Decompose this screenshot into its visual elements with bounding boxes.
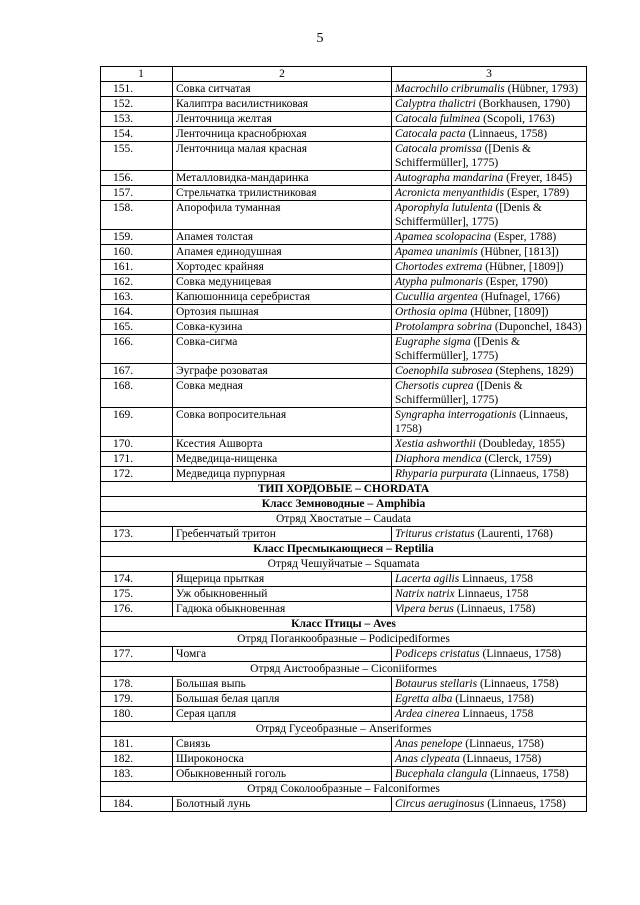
species-scientific-name (392, 437, 587, 452)
species-number: 179. (101, 692, 173, 707)
species-row (101, 707, 587, 722)
species-russian-name: Медведица пурпурная (173, 467, 392, 482)
latin-binomial: Rhyparia purpurata (395, 468, 488, 480)
species-scientific-name (392, 379, 587, 408)
taxon-author: Linnaeus, 1758 (454, 588, 529, 600)
species-russian-name: Эуграфе розоватая (173, 364, 392, 379)
taxon-order-heading: Отряд Аистообразные – Ciconiiformes (101, 662, 587, 677)
taxon-author: (Linnaeus, 1758) (395, 409, 569, 435)
species-russian-name: Большая белая цапля (173, 692, 392, 707)
species-russian-name: Ленточница желтая (173, 112, 392, 127)
species-scientific-name (392, 260, 587, 275)
latin-binomial: Triturus cristatus (395, 528, 475, 540)
species-row (101, 677, 587, 692)
species-row (101, 587, 587, 602)
species-row (101, 112, 587, 127)
taxon-order-heading: Отряд Гусеобразные – Anseriformes (101, 722, 587, 737)
latin-binomial: Natrix natrix (395, 588, 455, 600)
taxon-author: (Scopoli, 1763) (480, 113, 555, 125)
species-scientific-name (392, 692, 587, 707)
species-scientific-name (392, 752, 587, 767)
latin-binomial: Macrochilo cribrumalis (395, 83, 505, 95)
taxon-section-row (101, 617, 587, 632)
species-number: 167. (101, 364, 173, 379)
species-number: 177. (101, 647, 173, 662)
species-scientific-name (392, 201, 587, 230)
taxon-author: ([Denis & Schiffermüller], 1775) (395, 143, 531, 169)
species-number: 184. (101, 797, 173, 812)
species-russian-name: Широконоска (173, 752, 392, 767)
species-scientific-name (392, 408, 587, 437)
taxon-author: (Linnaeus, 1758) (487, 768, 569, 780)
species-number: 164. (101, 305, 173, 320)
species-scientific-name (392, 275, 587, 290)
species-number: 159. (101, 230, 173, 245)
species-scientific-name (392, 602, 587, 617)
species-row (101, 320, 587, 335)
species-number: 175. (101, 587, 173, 602)
species-russian-name: Гребенчатый тритон (173, 527, 392, 542)
latin-binomial: Chortodes extrema (395, 261, 483, 273)
species-scientific-name (392, 290, 587, 305)
species-number: 153. (101, 112, 173, 127)
species-scientific-name (392, 171, 587, 186)
latin-binomial: Calyptra thalictri (395, 98, 476, 110)
taxon-author: (Linnaeus, 1758) (477, 678, 559, 690)
taxon-author: (Hübner, 1793) (504, 83, 579, 95)
species-scientific-name (392, 320, 587, 335)
latin-binomial: Catocala pacta (395, 128, 466, 140)
taxon-author: (Duponchel, 1843) (492, 321, 582, 333)
species-number: 173. (101, 527, 173, 542)
species-russian-name: Медведица-нищенка (173, 452, 392, 467)
taxon-section-row (101, 482, 587, 497)
species-scientific-name (392, 467, 587, 482)
taxon-order-row (101, 722, 587, 737)
species-row (101, 201, 587, 230)
latin-binomial: Podiceps cristatus (395, 648, 480, 660)
latin-binomial: Orthosia opima (395, 306, 468, 318)
taxon-author: (Esper, 1788) (491, 231, 557, 243)
latin-binomial: Apamea unanimis (395, 246, 478, 258)
species-number: 181. (101, 737, 173, 752)
species-scientific-name (392, 245, 587, 260)
species-russian-name: Гадюка обыкновенная (173, 602, 392, 617)
taxon-order-heading: Отряд Чешуйчатые – Squamata (101, 557, 587, 572)
species-scientific-name (392, 112, 587, 127)
latin-binomial: Cucullia argentea (395, 291, 478, 303)
species-scientific-name (392, 572, 587, 587)
species-number: 155. (101, 142, 173, 171)
species-russian-name: Серая цапля (173, 707, 392, 722)
species-number: 154. (101, 127, 173, 142)
header-col-latin: 3 (392, 67, 587, 82)
species-table-body (101, 67, 587, 812)
taxon-author: (Linnaeus, 1758) (462, 738, 544, 750)
species-number: 182. (101, 752, 173, 767)
species-scientific-name (392, 142, 587, 171)
species-row (101, 452, 587, 467)
latin-binomial: Atypha pulmonaris (395, 276, 483, 288)
species-russian-name: Болотный лунь (173, 797, 392, 812)
taxon-order-heading: Отряд Соколообразные – Falconiformes (101, 782, 587, 797)
header-col-number: 1 (101, 67, 173, 82)
species-number: 178. (101, 677, 173, 692)
taxon-author: (Stephens, 1829) (492, 365, 574, 377)
taxon-order-row (101, 512, 587, 527)
species-row (101, 142, 587, 171)
taxon-author: (Hübner, [1809]) (467, 306, 549, 318)
species-scientific-name (392, 587, 587, 602)
species-row (101, 647, 587, 662)
species-number: 162. (101, 275, 173, 290)
species-russian-name: Совка ситчатая (173, 82, 392, 97)
species-number: 170. (101, 437, 173, 452)
species-row (101, 737, 587, 752)
latin-binomial: Aporophyla lutulenta (395, 202, 493, 214)
species-row (101, 290, 587, 305)
taxon-author: (Esper, 1790) (482, 276, 548, 288)
latin-binomial: Catocala fulminea (395, 113, 481, 125)
latin-binomial: Protolampra sobrina (395, 321, 493, 333)
species-row (101, 186, 587, 201)
species-russian-name: Ксестия Ашворта (173, 437, 392, 452)
taxon-author: (Freyer, 1845) (503, 172, 573, 184)
taxon-section-heading: ТИП ХОРДОВЫЕ – CHORDATA (101, 482, 587, 497)
species-russian-name: Металловидка-мандаринка (173, 171, 392, 186)
species-number: 174. (101, 572, 173, 587)
species-row (101, 127, 587, 142)
taxon-author: (Borkhausen, 1790) (475, 98, 571, 110)
species-russian-name: Совка вопросительная (173, 408, 392, 437)
species-russian-name: Калиптра василистниковая (173, 97, 392, 112)
species-russian-name: Совка-сигма (173, 335, 392, 364)
latin-binomial: Apamea scolopacina (395, 231, 492, 243)
species-scientific-name (392, 305, 587, 320)
species-number: 157. (101, 186, 173, 201)
species-scientific-name (392, 230, 587, 245)
species-row (101, 379, 587, 408)
species-row (101, 437, 587, 452)
species-scientific-name (392, 452, 587, 467)
taxon-author: (Linnaeus, 1758) (452, 693, 534, 705)
latin-binomial: Botaurus stellaris (395, 678, 478, 690)
species-russian-name: Стрельчатка трилистниковая (173, 186, 392, 201)
species-scientific-name (392, 707, 587, 722)
species-number: 168. (101, 379, 173, 408)
species-number: 166. (101, 335, 173, 364)
taxon-author: (Clerck, 1759) (481, 453, 552, 465)
species-row (101, 767, 587, 782)
taxon-author: (Doubleday, 1855) (475, 438, 565, 450)
species-row (101, 230, 587, 245)
latin-binomial: Chersotis cuprea (395, 380, 474, 392)
taxon-order-row (101, 632, 587, 647)
species-number: 169. (101, 408, 173, 437)
taxon-author: Linnaeus, 1758 (459, 573, 533, 585)
taxon-author: (Linnaeus, 1758) (465, 128, 548, 140)
taxon-author: (Laurenti, 1768) (474, 528, 553, 540)
latin-binomial: Acronicta menyanthidis (395, 187, 505, 199)
species-row (101, 335, 587, 364)
latin-binomial: Diaphora mendica (395, 453, 482, 465)
species-russian-name: Свиязь (173, 737, 392, 752)
taxon-author: ([Denis & Schiffermüller], 1775) (395, 380, 523, 406)
latin-binomial: Vipera berus (395, 603, 454, 615)
species-scientific-name (392, 527, 587, 542)
species-number: 156. (101, 171, 173, 186)
species-russian-name: Большая выпь (173, 677, 392, 692)
latin-binomial: Anas clypeata (395, 753, 460, 765)
page-number: 5 (316, 31, 324, 46)
species-russian-name: Ленточница малая красная (173, 142, 392, 171)
species-scientific-name (392, 364, 587, 379)
species-number: 163. (101, 290, 173, 305)
latin-binomial: Lacerta agilis (395, 573, 460, 585)
species-number: 158. (101, 201, 173, 230)
species-russian-name: Апамея единодушная (173, 245, 392, 260)
taxon-author: (Esper, 1789) (504, 187, 570, 199)
species-scientific-name (392, 97, 587, 112)
species-row (101, 275, 587, 290)
species-russian-name: Совка медная (173, 379, 392, 408)
species-table (100, 66, 587, 812)
species-row (101, 408, 587, 437)
latin-binomial: Ardea cinerea (395, 708, 460, 720)
species-scientific-name (392, 127, 587, 142)
taxon-author: (Linnaeus, 1758) (459, 753, 542, 765)
species-row (101, 467, 587, 482)
species-russian-name: Апамея толстая (173, 230, 392, 245)
taxon-author: (Hufnagel, 1766) (477, 291, 561, 303)
species-row (101, 797, 587, 812)
taxon-author: (Linnaeus, 1758) (479, 648, 562, 660)
species-number: 151. (101, 82, 173, 97)
taxon-order-row (101, 662, 587, 677)
latin-binomial: Eugraphe sigma (395, 336, 471, 348)
taxon-section-row (101, 497, 587, 512)
taxon-author: Linnaeus, 1758 (459, 708, 534, 720)
species-number: 160. (101, 245, 173, 260)
species-russian-name: Капюшонница серебристая (173, 290, 392, 305)
taxon-author: (Linnaeus, 1758) (453, 603, 536, 615)
latin-binomial: Autographa mandarina (395, 172, 504, 184)
species-russian-name: Совка-кузина (173, 320, 392, 335)
species-number: 152. (101, 97, 173, 112)
species-row (101, 572, 587, 587)
species-scientific-name (392, 82, 587, 97)
header-col-name: 2 (173, 67, 392, 82)
species-number: 183. (101, 767, 173, 782)
species-scientific-name (392, 767, 587, 782)
latin-binomial: Bucephala clangula (395, 768, 488, 780)
species-number: 176. (101, 602, 173, 617)
latin-binomial: Xestia ashworthii (395, 438, 476, 450)
species-row (101, 82, 587, 97)
species-row (101, 305, 587, 320)
species-scientific-name (392, 647, 587, 662)
taxon-author: ([Denis & Schiffermüller], 1775) (395, 202, 542, 228)
species-row (101, 171, 587, 186)
species-russian-name: Совка медуницевая (173, 275, 392, 290)
species-russian-name: Апорофила туманная (173, 201, 392, 230)
latin-binomial: Circus aeruginosus (395, 798, 485, 810)
taxon-author: (Hübner, [1813]) (477, 246, 559, 258)
taxon-section-heading: Класс Птицы – Aves (101, 617, 587, 632)
species-number: 165. (101, 320, 173, 335)
species-row (101, 602, 587, 617)
species-scientific-name (392, 737, 587, 752)
taxon-author: ([Denis & Schiffermüller], 1775) (395, 336, 520, 362)
species-russian-name: Уж обыкновенный (173, 587, 392, 602)
species-row (101, 527, 587, 542)
taxon-section-heading: Класс Земноводные – Amphibia (101, 497, 587, 512)
species-row (101, 752, 587, 767)
species-number: 161. (101, 260, 173, 275)
taxon-order-row (101, 557, 587, 572)
species-scientific-name (392, 797, 587, 812)
taxon-order-heading: Отряд Поганкообразные – Podicipediformes (101, 632, 587, 647)
species-russian-name: Ленточница краснобрюхая (173, 127, 392, 142)
species-russian-name: Обыкновенный гоголь (173, 767, 392, 782)
species-scientific-name (392, 186, 587, 201)
taxon-section-row (101, 542, 587, 557)
taxon-author: (Linnaeus, 1758) (484, 798, 566, 810)
species-russian-name: Ортозия пышная (173, 305, 392, 320)
taxon-author: (Linnaeus, 1758) (487, 468, 569, 480)
latin-binomial: Syngrapha interrogationis (395, 409, 517, 421)
species-russian-name: Чомга (173, 647, 392, 662)
species-scientific-name (392, 335, 587, 364)
species-number: 180. (101, 707, 173, 722)
species-scientific-name (392, 677, 587, 692)
species-row (101, 97, 587, 112)
latin-binomial: Anas penelope (395, 738, 463, 750)
taxon-order-row (101, 782, 587, 797)
species-russian-name: Хортодес крайняя (173, 260, 392, 275)
taxon-section-heading: Класс Пресмыкающиеся – Reptilia (101, 542, 587, 557)
species-row (101, 260, 587, 275)
latin-binomial: Coenophila subrosea (395, 365, 493, 377)
latin-binomial: Catocala promissa (395, 143, 482, 155)
taxon-author: (Hübner, [1809]) (482, 261, 564, 273)
table-header-row (101, 67, 587, 82)
species-russian-name: Ящерица прыткая (173, 572, 392, 587)
species-number: 172. (101, 467, 173, 482)
latin-binomial: Egretta alba (395, 693, 453, 705)
species-number: 171. (101, 452, 173, 467)
species-row (101, 692, 587, 707)
species-row (101, 364, 587, 379)
taxon-order-heading: Отряд Хвостатые – Caudata (101, 512, 587, 527)
species-row (101, 245, 587, 260)
